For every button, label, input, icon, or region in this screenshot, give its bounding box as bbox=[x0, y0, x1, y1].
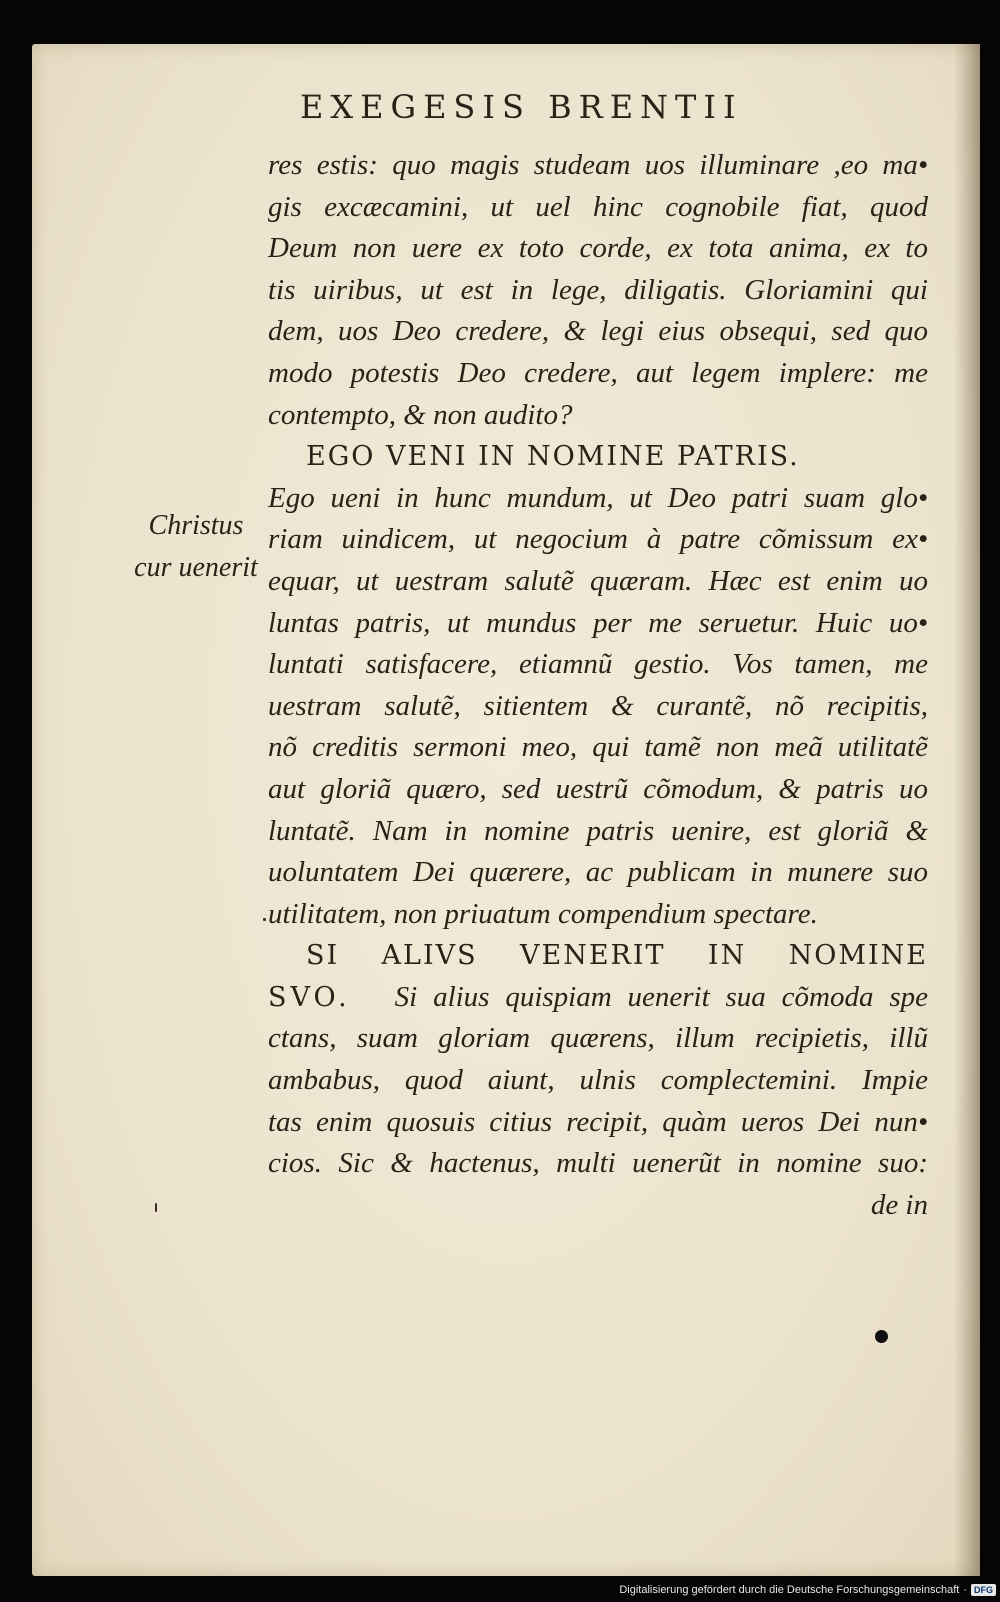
text-line: tis uiribus, ut est in lege, diligatis. Gloriamini qui bbox=[268, 273, 928, 306]
dfg-logo: DFG bbox=[971, 1584, 996, 1596]
margin-note-line: cur uenerit bbox=[134, 552, 258, 583]
text-line: gis excæcamini, ut uel hinc cognobile fiat, quod bbox=[268, 190, 928, 223]
section-heading-continuation: SVO. bbox=[268, 981, 351, 1013]
ink-blot bbox=[875, 1330, 888, 1343]
text-line: uoluntatem Dei quærere, ac publicam in munere suo bbox=[268, 856, 928, 889]
text-line: utilitatem, non priuatum compendium spectare. bbox=[268, 897, 818, 930]
text-line: ctans, suam gloriam quærens, illum recipietis, illũ bbox=[268, 1022, 928, 1055]
catchword: de in bbox=[870, 1188, 928, 1221]
body-text bbox=[268, 145, 928, 1226]
text-line: nõ creditis sermoni meo, qui tamẽ non meã utilitatẽ bbox=[268, 731, 928, 764]
text-line: Ego ueni in hunc mundum, ut Deo patri suam glo• bbox=[268, 481, 928, 514]
section-heading: EGO VENI IN NOMINE PATRIS. bbox=[306, 441, 800, 473]
text-line: uestram salutẽ, sitientem & curantẽ, nõ recipitis, bbox=[268, 689, 928, 722]
text-line: tas enim quosuis citius recipit, quàm ueros Dei nun• bbox=[268, 1105, 928, 1138]
margin-note-line: Christus bbox=[148, 510, 244, 541]
text-line: equar, ut uestram salutẽ quæram. Hæc est enim uo bbox=[268, 564, 928, 597]
text-line: dem, uos Deo credere, & legi eius obsequi, sed quo bbox=[268, 315, 928, 348]
margin-note bbox=[126, 505, 266, 589]
paper-speck bbox=[263, 918, 266, 921]
text-line: cios. Sic & hactenus, multi uenerũt in nomine suo: bbox=[268, 1147, 928, 1180]
footer-separator: · bbox=[963, 1584, 967, 1596]
text-line: contempto, & non audito? bbox=[268, 398, 573, 431]
text-line: luntati satisfacere, etiamnũ gestio. Vos tamen, me bbox=[268, 648, 928, 681]
text-line: modo potestis Deo credere, aut legem implere: me bbox=[268, 356, 928, 389]
text-line: Deum non uere ex toto corde, ex tota anima, ex to bbox=[268, 232, 928, 265]
page-gutter-shadow bbox=[954, 44, 980, 1576]
text-line: riam uindicem, ut negocium à patre cõmissum ex• bbox=[268, 523, 928, 556]
text-line: luntatẽ. Nam in nomine patris uenire, est gloriã & bbox=[268, 814, 928, 847]
section-heading: SI ALIVS VENERIT IN NOMINE bbox=[306, 940, 928, 972]
running-head: EXEGESIS BRENTII bbox=[300, 88, 743, 126]
text-line-segment: Si alius quispiam uenerit sua cõmoda spe bbox=[394, 980, 928, 1013]
footer-text: Digitalisierung gefördert durch die Deutsche Forschungsgemeinschaft bbox=[619, 1584, 960, 1596]
paper-speck bbox=[155, 1203, 157, 1212]
text-line: aut gloriã quæro, sed uestrũ cõmodum, & patris uo bbox=[268, 772, 928, 805]
text-line: luntas patris, ut mundus per me seruetur. Huic uo• bbox=[268, 606, 928, 639]
footer-credit bbox=[619, 1580, 996, 1600]
text-line: ambabus, quod aiunt, ulnis complectemini. Impie bbox=[268, 1064, 928, 1097]
text-line bbox=[268, 977, 928, 1019]
text-line: res estis: quo magis studeam uos illuminare ,eo ma• bbox=[268, 149, 928, 181]
